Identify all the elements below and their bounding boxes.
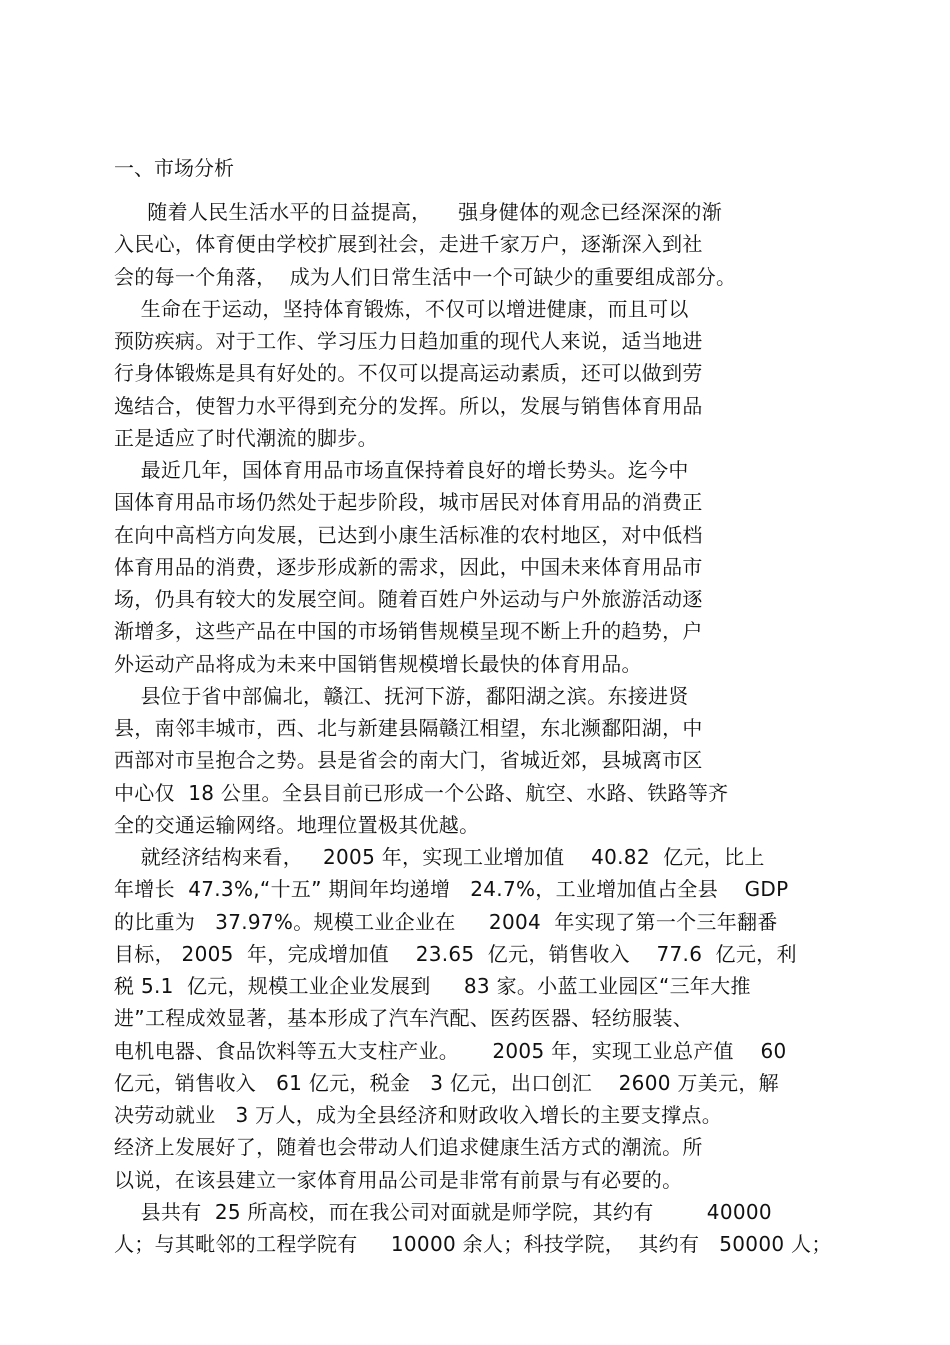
text-line: 决劳动就业 3 万人，成为全县经济和财政收入增长的主要支撑点。 [114,1103,723,1127]
text-line: 目标， 2005 年，完成增加值 23.65 亿元，销售收入 77.6 亿元，利 [114,941,797,966]
text-line: 就经济结构来看， 2005 年，实现工业增加值 40.82 亿元，比上 [114,845,765,869]
text-line: 县，南邻丰城市，西、北与新建县隔赣江相望，东北濒鄱阳湖，中 [114,716,703,740]
text-line: 场，仍具有较大的发展空间。随着百姓户外运动与户外旅游活动逐 [114,587,703,611]
text-line: 的比重为 37.97%。规模工业企业在 2004 年实现了第一个三年翻番 [114,909,778,934]
text-line: 西部对市呈抱合之势。县是省会的南大门，省城近郊，县城离市区 [114,748,703,773]
text-line: 在向中高档方向发展，已达到小康生活标准的农村地区，对中低档 [114,522,703,547]
text-line: 国体育用品市场仍然处于起步阶段，城市居民对体育用品的消费正 [114,490,703,515]
text-line: 经济上发展好了，随着也会带动人们追求健康生活方式的潮流。所 [114,1135,703,1160]
text-line: 生命在于运动，坚持体育锻炼，不仅可以增进健康，而且可以 [114,296,689,321]
text-line: 县位于省中部偏北，赣江、抚河下游，鄱阳湖之滨。东接进贤 [114,683,689,708]
text-line: 税 5.1 亿元，规模工业企业发展到 83 家。小蓝工业园区“三年大推 [114,974,751,998]
text-line: 入民心，体育便由学校扩展到社会，走进千家万户，逐渐深入到社 [114,232,703,257]
text-line: 进”工程成效显著，基本形成了汽车汽配、医药医器、轻纺服装、 [114,1006,694,1031]
text-line: 会的每一个角落， 成为人们日常生活中一个可缺少的重要组成部分。 [114,264,737,289]
text-line: 县共有 25 所高校，而在我公司对面就是师学院，其约有 40000 [114,1199,772,1224]
text-line: 全的交通运输网络。地理位置极其优越。 [114,812,480,837]
text-line: 最近几年，国体育用品市场直保持着良好的增长势头。迄今中 [114,458,689,482]
text-line: 亿元，销售收入 61 亿元，税金 3 亿元，出口创汇 2600 万美元，解 [114,1070,779,1095]
text-line: 渐增多，这些产品在中国的市场销售规模呈现不断上升的趋势，户 [114,619,703,644]
text-line: 以说，在该县建立一家体育用品公司是非常有前景与有必要的。 [114,1167,683,1192]
section-heading: 一、市场分析 [114,156,234,180]
text-line: 外运动产品将成为未来中国销售规模增长最快的体育用品。 [114,651,642,676]
text-line: 正是适应了时代潮流的脚步。 [114,425,378,450]
text-line: 人；与其毗邻的工程学院有 10000 余人；科技学院， 其约有 50000 人； [114,1232,832,1256]
text-line: 行身体锻炼是具有好处的。不仅可以提高运动素质，还可以做到劳 [114,361,703,386]
text-line: 中心仅 18 公里。全县目前已形成一个公路、航空、水路、铁路等齐 [114,780,729,805]
text-line: 逸结合，使智力水平得到充分的发挥。所以，发展与销售体育用品 [114,393,703,418]
text-line: 年增长 47.3%,“十五” 期间年均递增 24.7%，工业增加值占全县 GDP [114,877,789,902]
text-line: 电机电器、食品饮料等五大支柱产业。 2005 年，实现工业总产值 60 [114,1038,787,1063]
text-line: 预防疾病。对于工作、学习压力日趋加重的现代人来说，适当地进 [114,329,703,353]
text-line: 体育用品的消费，逐步形成新的需求，因此，中国未来体育用品市 [114,554,703,579]
text-line: 随着人民生活水平的日益提高， 强身健体的观念已经深深的渐 [114,200,723,224]
